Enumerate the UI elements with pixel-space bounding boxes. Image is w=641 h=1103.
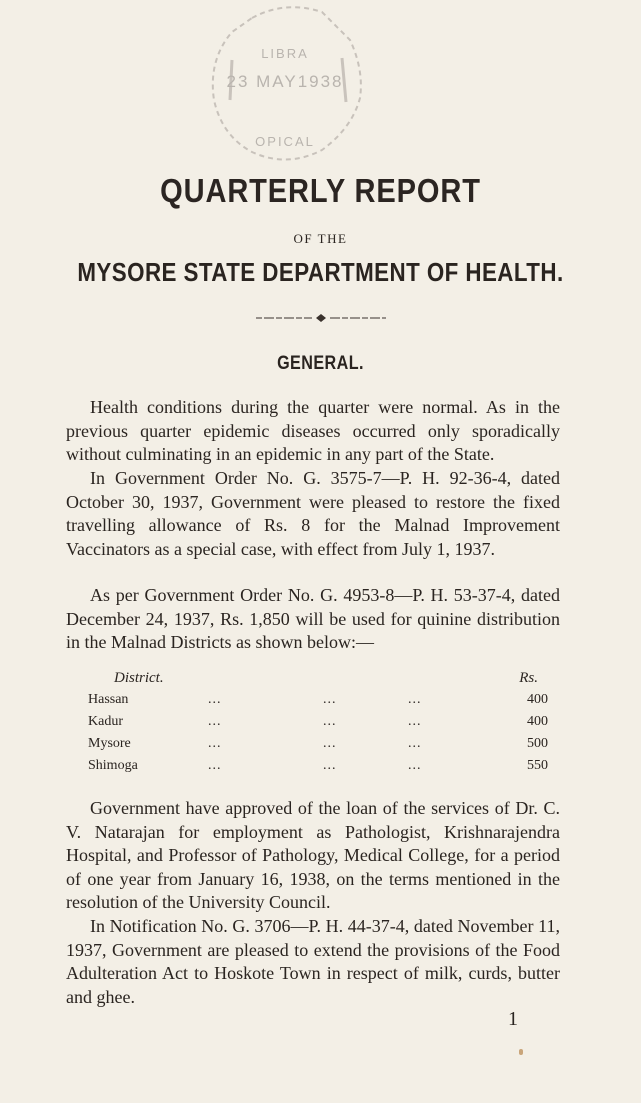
leader-dots: ... xyxy=(323,758,337,773)
paragraph-quinine-distribution xyxy=(66,584,560,655)
paragraph-text: In Notification No. G. 3706—P. H. 44-37-4, dated November 11, 1937, Government are pleased to extend the provisions of the Food Adulteration Act to Hoskote Town in respect of milk, curds, butter and ghee. xyxy=(66,916,560,1007)
district-amount: 500 xyxy=(527,736,548,751)
report-title: QUARTERLY REPORT xyxy=(160,172,481,209)
stamp-text-bottom: OPICAL xyxy=(255,134,315,149)
department-title: MYSORE STATE DEPARTMENT OF HEALTH. xyxy=(77,257,564,287)
paragraph-travelling-allowance xyxy=(66,467,560,561)
leader-dots: ... xyxy=(408,714,422,729)
page-number: 1 xyxy=(508,1008,518,1030)
paragraph-health-conditions xyxy=(66,396,560,467)
paragraph-text: In Government Order No. G. 3575-7—P. H. 92-36-4, dated October 30, 1937, Government were pleased to restore the fixed travelling allowance of Rs. 8 for the Malnad Improvement Vaccinators as a special case, with effect from July 1, 1937. xyxy=(66,468,560,559)
leader-dots: ... xyxy=(408,758,422,773)
district-amount: 400 xyxy=(527,714,548,729)
district-name: Mysore xyxy=(88,736,131,751)
leader-dots: ... xyxy=(323,736,337,751)
column-header-district: District. xyxy=(114,670,164,686)
table-row xyxy=(88,736,548,758)
paragraph-food-adulteration xyxy=(66,915,560,1009)
paragraph-text: As per Government Order No. G. 4953-8—P. H. 53-37-4, dated December 24, 1937, Rs. 1,850 will be used for quinine distribution in the Malnad Districts as shown below:— xyxy=(66,585,560,652)
section-heading: GENERAL. xyxy=(277,353,364,374)
district-amount: 400 xyxy=(527,692,548,707)
district-name: Kadur xyxy=(88,714,123,729)
table-row xyxy=(88,714,548,736)
quinine-table xyxy=(88,670,548,780)
table-header xyxy=(88,670,548,692)
leader-dots: ... xyxy=(408,692,422,707)
column-header-rs: Rs. xyxy=(519,670,538,686)
table-row xyxy=(88,758,548,780)
leader-dots: ... xyxy=(208,714,222,729)
of-the-label: OF THE xyxy=(293,231,348,246)
paper-speck xyxy=(519,1049,523,1055)
stamp-text-top: LIBRA xyxy=(261,46,309,61)
table-row xyxy=(88,692,548,714)
district-name: Shimoga xyxy=(88,758,138,773)
leader-dots: ... xyxy=(208,736,222,751)
district-amount: 550 xyxy=(527,758,548,773)
divider-ornament-icon xyxy=(256,313,386,323)
leader-dots: ... xyxy=(208,692,222,707)
paragraph-text: Health conditions during the quarter were normal. As in the previous quarter epidemic diseases occurred only sporadically without culminating in an epidemic in any part of the State. xyxy=(66,397,560,464)
district-name: Hassan xyxy=(88,692,129,707)
stamp-date: 23 MAY1938 xyxy=(226,72,344,91)
leader-dots: ... xyxy=(323,692,337,707)
paragraph-text: Government have approved of the loan of the services of Dr. C. V. Natarajan for employment as Pathologist, Krishnarajendra Hospital, and Professor of Pathology, Medical College, for a period of one year from January 16, 1938, on the terms mentioned in the resolution of the University Council. xyxy=(66,798,560,912)
leader-dots: ... xyxy=(408,736,422,751)
leader-dots: ... xyxy=(323,714,337,729)
paragraph-pathologist-loan xyxy=(66,797,560,915)
leader-dots: ... xyxy=(208,758,222,773)
library-stamp xyxy=(192,0,378,170)
